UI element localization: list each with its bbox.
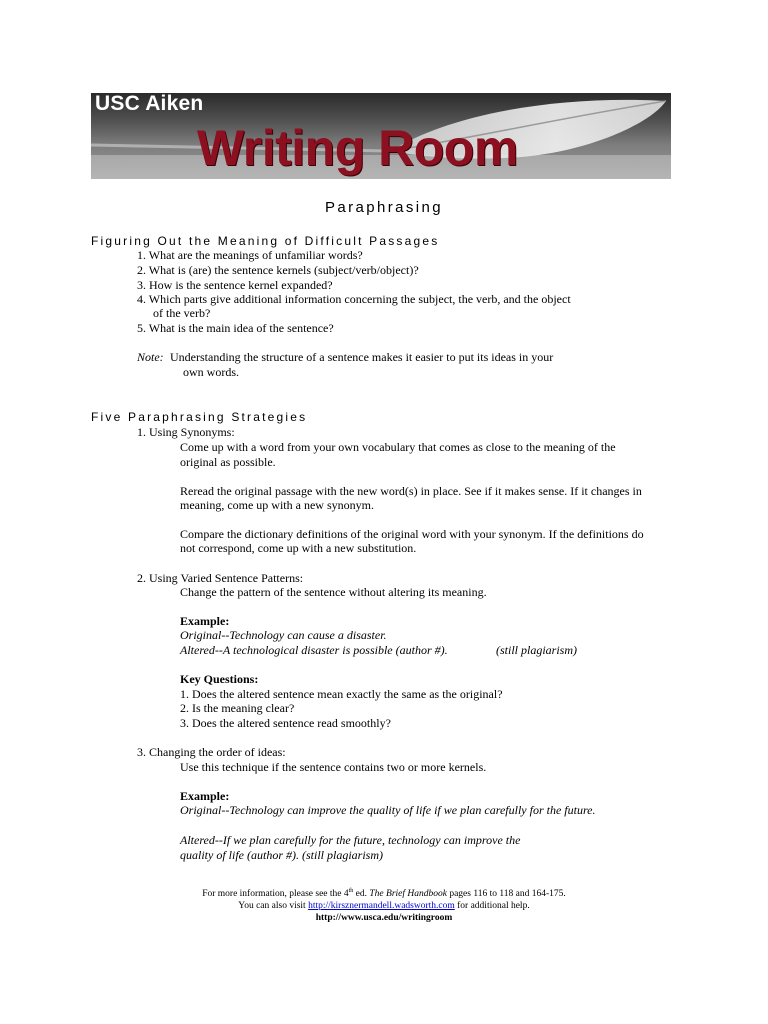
key-question: 2. Is the meaning clear? <box>180 701 295 715</box>
footer-text: For more information, please see the 4 <box>202 889 349 899</box>
footer-text: pages 116 to 118 and 164-175. <box>446 889 566 899</box>
note-label: Note: <box>137 350 164 364</box>
section-heading-strategies: Five Paraphrasing Strategies <box>91 410 308 424</box>
key-question: 3. Does the altered sentence read smoothly? <box>180 716 391 730</box>
footer-text: ed. <box>353 889 370 899</box>
footer-url: http://www.usca.edu/writingroom <box>315 913 453 923</box>
note-text: Understanding the structure of a sentence makes it easier to put its ideas in your <box>170 350 554 364</box>
strategy-title-order-of-ideas: 3. Changing the order of ideas: <box>137 745 286 759</box>
footer-link-kirsznermandell[interactable]: http://kirsznermandell.wadsworth.com <box>308 901 455 911</box>
paragraph-line: Use this technique if the sentence contains two or more kernels. <box>180 760 487 774</box>
writing-room-banner <box>91 93 671 179</box>
example-original: Original--Technology can improve the quality of life if we plan carefully for the future. <box>180 803 596 817</box>
list-item-continued: of the verb? <box>153 306 211 320</box>
example-label: Example: <box>180 614 230 628</box>
example-note: (still plagiarism) <box>496 643 578 657</box>
list-item: 1. What are the meanings of unfamiliar words? <box>137 248 363 262</box>
footer-text: You can also visit <box>238 901 309 911</box>
section-heading-difficult-passages: Figuring Out the Meaning of Difficult Passages <box>91 234 440 248</box>
list-item: 5. What is the main idea of the sentence? <box>137 321 334 335</box>
footer-superscript: th <box>348 887 354 894</box>
list-item: 3. How is the sentence kernel expanded? <box>137 278 333 292</box>
paragraph-line: Reread the original passage with the new word(s) in place. See if it makes sense. If it changes in <box>180 484 642 498</box>
footer-visit <box>0 901 768 912</box>
paragraph-line: meaning, come up with a new synonym. <box>180 498 374 512</box>
paragraph-line: Come up with a word from your own vocabulary that comes as close to the meaning of the <box>180 440 616 454</box>
example-label: Example: <box>180 789 230 803</box>
strategy-title-synonyms: 1. Using Synonyms: <box>137 425 235 439</box>
example-original: Original--Technology can cause a disaster. <box>180 628 387 642</box>
footer-text: for additional help. <box>454 901 530 911</box>
footer-more-info <box>0 889 768 900</box>
paragraph-line: not correspond, come up with a new substitution. <box>180 541 417 555</box>
strategy-title-sentence-patterns: 2. Using Varied Sentence Patterns: <box>137 571 304 585</box>
paragraph-line: Change the pattern of the sentence without altering its meaning. <box>180 585 487 599</box>
list-item: 4. Which parts give additional information concerning the subject, the verb, and the object <box>137 292 571 306</box>
page-title: Paraphrasing <box>324 199 444 216</box>
usc-aiken-brand: USC Aiken <box>95 93 204 115</box>
note-text-continued: own words. <box>183 365 239 379</box>
list-item: 2. What is (are) the sentence kernels (subject/verb/object)? <box>137 263 419 277</box>
footer-book-title: The Brief Handbook <box>369 889 447 899</box>
paragraph-line: original as possible. <box>180 455 276 469</box>
key-questions-label: Key Questions: <box>180 672 259 686</box>
key-question: 1. Does the altered sentence mean exactly the same as the original? <box>180 687 503 701</box>
writing-room-title: Writing Room <box>197 120 518 176</box>
paragraph-line: Compare the dictionary definitions of the original word with your synonym. If the definitions do <box>180 527 644 541</box>
example-altered-continued: quality of life (author #). (still plagiarism) <box>180 848 383 862</box>
example-altered: Altered--If we plan carefully for the future, technology can improve the <box>180 833 521 847</box>
example-altered: Altered--A technological disaster is possible (author #). <box>180 643 448 657</box>
